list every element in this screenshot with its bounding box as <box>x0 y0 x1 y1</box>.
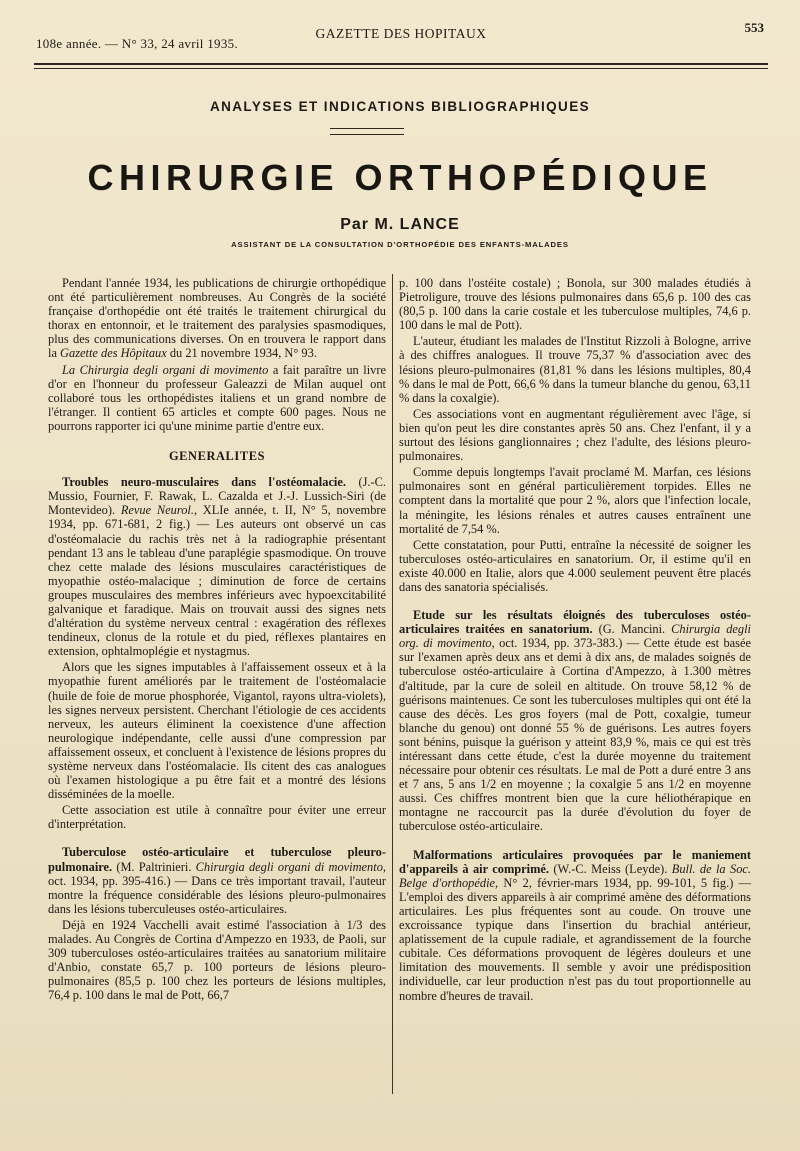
paragraph-rizzoli: L'auteur, étudiant les malades de l'Institut Rizzoli à Bologne, arrive à des chiffres analogues. Il trouve 75,37 % d'association avec des lésions pleuro-pulmonaires (81,81 % dans les lésions multiples, 80,4 % dans le mal de Pott, 66,6 % dans la tumeur blanche du genou, 63,11 % dans la coxalgie). <box>399 334 751 405</box>
continued-paragraph: p. 100 dans l'ostéite costale) ; Bonola, sur 300 malades étudiés à Pietroligure, trouve des lésions pulmonaires dans 65,6 p. 100 des cas (80,5 p. 100 dans la carie costale et les tuberculose multiples, 74,6 p. 100 dans le mal de Pott). <box>399 276 751 333</box>
abstract-osteomalacie-p3: Cette association est utile à connaître pour éviter une erreur d'interprétation. <box>48 803 386 832</box>
issue-info: 108e année. — N° 33, 24 avril 1935. <box>36 36 238 51</box>
page-number: 553 <box>744 20 764 35</box>
section-ornament <box>330 128 404 135</box>
left-column <box>48 276 386 1005</box>
journal-name: GAZETTE DES HOPITAUX <box>315 26 487 41</box>
abstract-tuberculose: Tuberculose ostéo-articulaire et tuberculose pleuro-pulmonaire. (M. Paltrinieri. Chirurgia degli organi di movimento, oct. 1934, pp. 395-416.) — Dans ce très important travail, l'auteur montre la fréquence considérable des lésions pleuro-pulmonaires dans les lésions tuberculeuses ostéo-articulaires. <box>48 845 387 916</box>
abstract-osteomalacie-p2: Alors que les signes imputables à l'affaissement osseux et à la myopathie furent améliorés par le traitement de l'ostéomalacie (huile de foie de morue phosphorée, Vigantol, rayons ultra-violets), les signes nerveux persistent. Cherchant l'étiologie de ces accidents nerveux, les auteurs éliminent la coexistence d'une affection neurologique indépendante, celle aussi d'une compression par affaissement osseux, et concluent à l'existence de lésions propres du système nerveux dans l'ostéomalacie. Ils citent des cas analogues où l'examen histologique a pu être fait et a montré des lésions disséminées de la moelle. <box>48 660 386 802</box>
abstract-osteomalacie: Troubles neuro-musculaires dans l'ostéomalacie. (J.-C. Mussio, Fournier, F. Rawak, L. Cazalda et J.-J. Lussich-Siri (de Montevideo). Revue Neurol., XLIe année, t. II, N° 5, novembre 1934, pp. 671-681, 2 fig.) — Les auteurs ont observé un cas d'ostéomalacie du rachis très net à la radiographie présentant pendant 13 ans le tableau d'une paraplégie spasmodique. On trouve chez cette malade des lésions musculaires caractéristiques de myopathie ostéo-malacique ; diminution de force de certains groupes musculaires des membres inférieurs avec hypoexcitabilité galvanique et faradique. Mais on trouvait aussi des signes nets d'altération du système nerveux central : exagération des réflexes tendineux, clonus de la rotule et du pied, réflexes plantaires en extension, ophtalmoplégie et nystagmus. <box>48 475 387 659</box>
author-affiliation: ASSISTANT DE LA CONSULTATION D'ORTHOPÉDIE DES ENFANTS-MALADES <box>231 240 569 249</box>
header-rule-thin <box>34 68 768 69</box>
paragraph-age: Ces associations vont en augmentant régulièrement avec l'âge, si bien qu'on peut les dire constantes après 50 ans. Chez l'enfant, il y a surtout des lésions ganglionnaires ; chez l'adulte, des lésions pleuro-pulmonaires. <box>399 406 751 464</box>
section-title: ANALYSES ET INDICATIONS BIBLIOGRAPHIQUES <box>209 99 591 114</box>
paragraph-putti: Cette constatation, pour Putti, entraîne la nécessité de soigner les tuberculoses ostéo-articulaires en sanatorium. Or, il estime qu'il en existe 40.000 en Italie, alors que 4.000 seulement peuvent être placés dans des sanatoria spécialisés. <box>399 537 751 594</box>
article-title: CHIRURGIE ORTHOPÉDIQUE <box>87 157 713 198</box>
abstract-air-comprime: Malformations articulaires provoquées par le maniement d'appareils à air comprimé. (W.-C. Meiss (Leyde). Bull. de la Soc. Belge d'orthopédie, N° 2, février-mars 1934, pp. 99-101, 5 fig.) — L'emploi des divers appareils à air comprimé amène des déformations articulaires. Les plus fréquentes sont au coude. On trouve une excroissance typique dans l'insertion du brachial antérieur, aplatissement de la cupule radiale, et agrandissement de la fourche cubitale. Ces déformations provoquent de légères douleurs et une limitation des mouvements. Il semble y avoir une prédisposition individuelle, car leur production n'est pas du tout proportionnelle au nombre d'heures de travail. <box>399 847 751 1003</box>
abstract-tuberculose-p2: Déjà en 1924 Vacchelli avait estimé l'association à 1/3 des malades. Au Congrès de Cortina d'Ampezzo en 1933, de Paoli, sur 309 tuberculoses ostéo-articulaires traitées au sanatorium militaire d'Anbio, constate 65,7 p. 100 porteurs de lésions pleuro-pulmonaires (85,5 p. 100 chez les porteurs de lésions multiples, 76,4 p. 100 dans le mal de Pott, 66,7 <box>48 917 386 1003</box>
author-line: Par M. LANCE <box>340 216 460 233</box>
section-heading-generalites: GENERALITES <box>168 449 266 464</box>
intro-paragraph-1: Pendant l'année 1934, les publications de chirurgie orthopédique ont été particulièrement nombreuses. Au Congrès de la société française d'orthopédie ont été traités le traitement chirurgical du thorax en entonnoir, et le traitement des paralysies spasmodiques, plus des communications diverses. On en trouvera le rapport dans la Gazette des Hôpitaux du 21 novembre 1934, N° 93. <box>48 276 386 361</box>
column-divider <box>392 274 393 1094</box>
right-column <box>399 276 751 1005</box>
paragraph-marfan: Comme depuis longtemps l'avait proclamé M. Marfan, ces lésions pulmonaires sont en général particulièrement torpides. Elles ne comptent dans la mortalité que pour 2 %, alors que l'infection locale, la méningite, les lésions rénales et autres causes entraînent une mortalité de 7,54 %. <box>399 465 751 536</box>
abstract-sanatorium: Etude sur les résultats éloignés des tuberculoses ostéo-articulaires traitées en sanatorium. (G. Mancini. Chirurgia degli org. di movimento, oct. 1934, pp. 373-383.) — Cette étude est basée sur l'examen après deux ans et demi à dix ans, de malades soignés de tuberculose ostéo-articulaire à Cortina d'Ampezzo, à 1.300 mètres d'altitude, par la cure de soleil en altitude. On trouve 58,12 % de guérisons maintenues. Ce sont les tuberculoses multiples qui ont été la cause des décès. Les gros foyers (mal de Pott, coxalgie, tumeur blanche du genou) ont donné 55 % de guérisons. Les autres foyers sont bénins, puisque la guérison y atteint 83,9 %, mais ce qui est très intéressant dans cette étude, c'est la durée moyenne du traitement nécessaire pour obtenir ces résultats. Le mal de Pott a duré entre 3 ans et 7 ans, 5 ans 1/2 en moyenne ; la coxalgie 5 ans 1/2 en moyenne aussi. Ces chiffres montrent bien que la cure héliothérapique en montagne ne raccourcit pas la durée d'évolution du foyer de tuberculose ostéo-articulaire. <box>399 608 751 834</box>
running-header <box>36 22 766 62</box>
header-rule-thick <box>34 63 768 65</box>
intro-paragraph-2: La Chirurgia degli organi di movimento a fait paraître un livre d'or en l'honneur du professeur Galeazzi de Milan auquel ont collaboré tous les orthopédistes italiens et un grand nombre de l'étranger. Il contient 65 articles et compte 600 pages. Nous ne pourrons rapporter ici qu'une minime partie d'entre eux. <box>48 362 386 433</box>
